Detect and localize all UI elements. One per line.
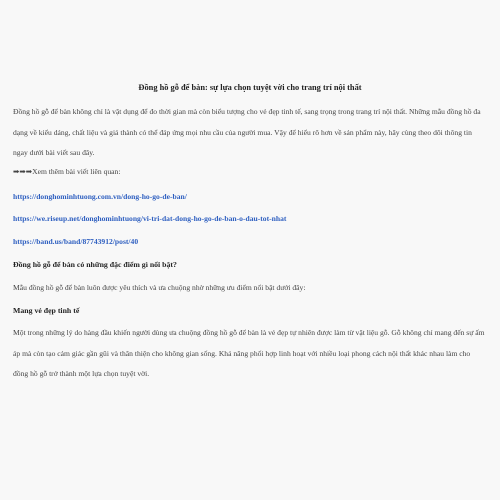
subheading-paragraph: Một trong những lý do hàng đầu khiến người dùng ưa chuộng đồng hồ gỗ để bàn là vẻ đẹp tự nhiên được làm từ vật liệu gỗ. Gỗ không chỉ mang đến sự ấm áp mà còn tạo cảm giác gần gũi và thân thiện cho không gian sống. Khả năng phối hợp linh hoạt với nhiều loại phong cách nội thất khác nhau làm cho đồng hồ gỗ trở thành một lựa chọn tuyệt vời.: [13, 328, 485, 378]
section-paragraph: Mẫu đồng hồ gỗ để bàn luôn được yêu thích và ưa chuộng nhờ những ưu điểm nổi bật dưới đây:: [13, 283, 306, 292]
intro-paragraph: Đồng hồ gỗ để bàn không chỉ là vật dụng để đo thời gian mà còn biểu tượng cho vẻ đẹp tinh tế, sang trọng trong trang trí nội thất. Những mẫu đồng hồ đa dạng về kiểu dáng, chất liệu và giá thành có thể đáp ứng mọi nhu cầu của người mua. Vậy để hiểu rõ hơn về sản phẩm này, hãy cùng theo dõi thông tin ngay dưới bài viết sau đây.: [13, 107, 481, 157]
section-heading: Đồng hồ gỗ để bàn có những đặc điểm gì nổi bật?: [13, 260, 177, 269]
related-link-band[interactable]: https://band.us/band/87743912/post/40: [13, 237, 139, 246]
see-also-label: ➡➡➡Xem thêm bài viết liên quan:: [13, 167, 121, 176]
related-link-riseup[interactable]: https://we.riseup.net/donghominhtuong/vi-tri-dat-dong-ho-go-de-ban-o-dau-tot-nhat: [13, 214, 287, 223]
subheading: Mang vẻ đẹp tinh tế: [13, 306, 80, 315]
related-link-donghominhtuong[interactable]: https://donghominhtuong.com.vn/dong-ho-go-de-ban/: [13, 192, 187, 201]
article-title: Đồng hồ gỗ để bàn: sự lựa chọn tuyệt vời cho trang trí nội thất: [138, 83, 362, 92]
